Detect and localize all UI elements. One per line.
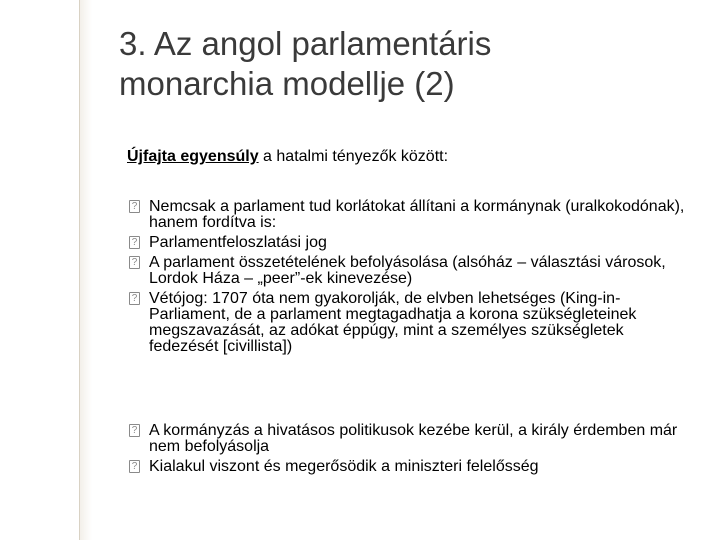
subtitle-text: a hatalmi tényezők között: bbox=[258, 148, 449, 165]
square-bullet-icon: ? bbox=[129, 236, 140, 249]
title-line-2: monarchia modellje (2) bbox=[119, 65, 455, 102]
list-item-text: Nemcsak a parlament tud korlátokat állítani a kormánynak (uralkokodónak), hanem fordítva is: bbox=[149, 198, 685, 231]
list-item-text: Parlamentfeloszlatási jog bbox=[149, 234, 327, 251]
square-bullet-icon: ? bbox=[129, 200, 140, 213]
list-item bbox=[129, 291, 689, 355]
list-item-text: A kormányzás a hivatásos politikusok kezébe kerül, a király érdemben már nem befolyásolja bbox=[149, 422, 678, 455]
title-line-1: 3. Az angol parlamentáris bbox=[119, 25, 492, 62]
square-bullet-icon: ? bbox=[129, 256, 140, 269]
slide-title bbox=[119, 24, 679, 104]
list-item bbox=[129, 235, 689, 251]
square-bullet-icon: ? bbox=[129, 460, 140, 473]
list-item bbox=[129, 199, 689, 231]
list-item-text: A parlament összetételének befolyásolása (alsóház – választási városok, Lordok Háza – „peer”-ek kinevezése) bbox=[149, 254, 666, 287]
square-bullet-icon: ? bbox=[129, 292, 140, 305]
list-item-text: Vétójog: 1707 óta nem gyakorolják, de elvben lehetséges (King-in-Parliament, de a parlament megtagadhatja a korona szükségleteinek megszavazását, az adókat éppúgy, mint a személyes szükségletek fedezését [civillista]) bbox=[149, 290, 637, 355]
square-bullet-icon: ? bbox=[129, 424, 140, 437]
bullet-list-2 bbox=[129, 423, 689, 479]
list-item-text: Kialakul viszont és megerősödik a miniszteri felelősség bbox=[149, 458, 539, 475]
subtitle-emphasis: Újfajta egyensúly bbox=[127, 148, 259, 165]
list-item bbox=[129, 255, 689, 287]
list-item bbox=[129, 459, 689, 475]
bullet-list-1 bbox=[129, 199, 689, 359]
slide-subtitle bbox=[127, 147, 448, 167]
list-item bbox=[129, 423, 689, 455]
